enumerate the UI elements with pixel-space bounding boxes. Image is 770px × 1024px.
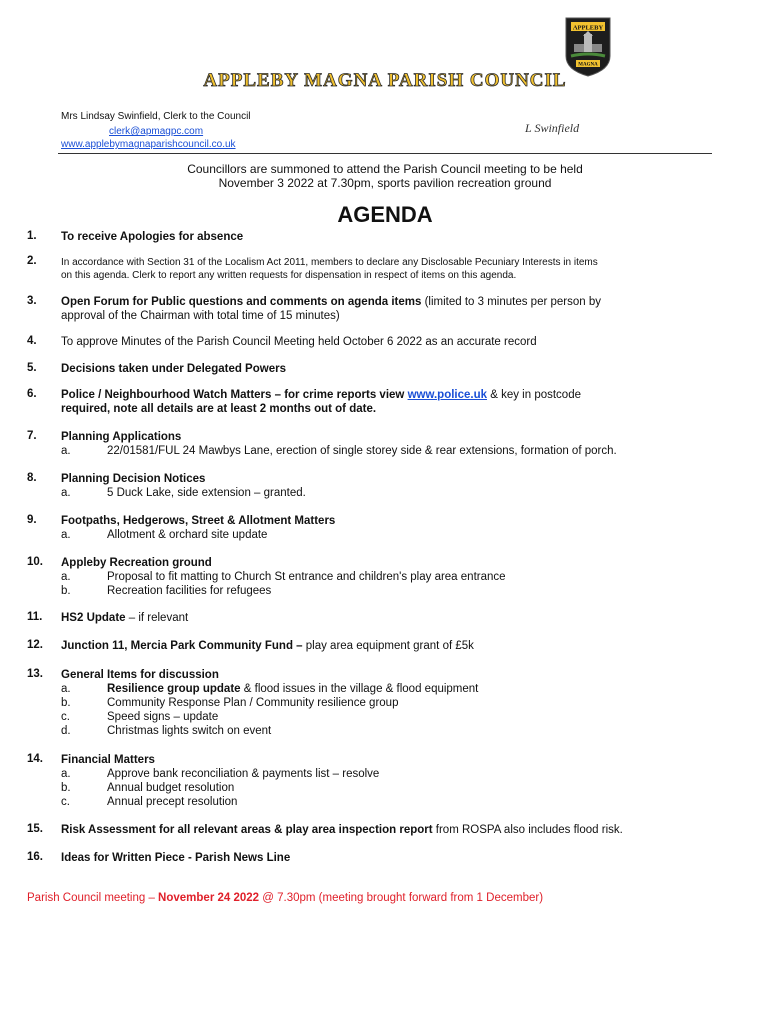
item-number: 16. [27, 851, 43, 863]
police-website-link[interactable]: www.police.uk [407, 389, 488, 401]
agenda-item-7 [61, 430, 711, 444]
sub-item-letter: a. [61, 683, 71, 695]
header-divider [58, 153, 712, 154]
agenda-item-5 [61, 362, 711, 376]
item-number: 13. [27, 668, 43, 680]
item-heading: General Items for discussion [61, 669, 219, 681]
agenda-item-2 [61, 256, 711, 282]
next-meeting-date: November 24 2022 [158, 892, 260, 904]
sub-item-text: Annual budget resolution [107, 782, 235, 794]
sub-item-text: Community Response Plan / Community resilience group [107, 697, 399, 709]
agenda-item-9 [61, 514, 711, 528]
agenda-item-6 [61, 388, 711, 416]
sub-item-text: Allotment & orchard site update [107, 529, 268, 541]
item-text: required, note all details are at least 2 months out of date. [61, 403, 377, 415]
summons-line-2: November 3 2022 at 7.30pm, sports pavilion recreation ground [218, 176, 552, 190]
crest-top-text: APPLEBY [572, 24, 604, 32]
item-number: 1. [27, 230, 37, 242]
sub-item-text [107, 682, 707, 696]
sub-item-letter: b. [61, 782, 71, 794]
agenda-heading: AGENDA [337, 202, 433, 227]
sub-item-text: 22/01581/FUL 24 Mawbys Lane, erection of single storey side & rear extensions, formation of porch. [107, 445, 617, 457]
sub-item-letter: a. [61, 529, 71, 541]
item-text: & key in postcode [487, 389, 581, 401]
item-heading: Appleby Recreation ground [61, 557, 212, 569]
clerk-name: Mrs Lindsay Swinfield, Clerk to the Council [61, 111, 251, 122]
item-number: 5. [27, 362, 37, 374]
clerk-email-link[interactable]: clerk@apmagpc.com [109, 126, 204, 137]
item-text: In accordance with Section 31 of the Localism Act 2011, members to declare any Disclosable Pecuniary Interests in items [61, 257, 598, 268]
item-number: 14. [27, 753, 43, 765]
item-number: 11. [27, 611, 43, 623]
agenda-item-13 [61, 668, 711, 682]
sub-item-text: Proposal to fit matting to Church St entrance and children's play area entrance [107, 571, 506, 583]
sub-item-heading: Resilience group update [107, 683, 241, 695]
sub-item-letter: a. [61, 571, 71, 583]
sub-item-letter: b. [61, 585, 71, 597]
item-text: approval of the Chairman with total time of 15 minutes) [61, 310, 340, 322]
item-number: 10. [27, 556, 43, 568]
item-number: 9. [27, 514, 37, 526]
item-heading: Footpaths, Hedgerows, Street & Allotment Matters [61, 515, 336, 527]
agenda-item-12 [61, 639, 711, 653]
crest-bottom-text: MAGNA [578, 62, 598, 68]
item-text: from ROSPA also includes flood risk. [432, 824, 623, 836]
agenda-item-15 [61, 823, 711, 837]
item-number: 15. [27, 823, 43, 835]
item-number: 12. [27, 639, 43, 651]
item-heading: Decisions taken under Delegated Powers [61, 363, 286, 375]
sub-item-letter: a. [61, 487, 71, 499]
item-number: 2. [27, 255, 37, 267]
item-text: play area equipment grant of £5k [302, 640, 474, 652]
next-meeting-suffix: @ 7.30pm (meeting brought forward from 1 December) [259, 892, 544, 904]
sub-item-text: 5 Duck Lake, side extension – granted. [107, 487, 306, 499]
item-number: 6. [27, 388, 37, 400]
sub-item-text: Recreation facilities for refugees [107, 585, 272, 597]
council-crest-logo [562, 12, 614, 78]
sub-item-text: Approve bank reconciliation & payments list – resolve [107, 768, 380, 780]
item-number: 4. [27, 335, 37, 347]
item-heading: To receive Apologies for absence [61, 231, 244, 243]
sub-item-text: Christmas lights switch on event [107, 725, 272, 737]
summons-line-1: Councillors are summoned to attend the Parish Council meeting to be held [187, 162, 583, 176]
item-heading: Police / Neighbourhood Watch Matters – for crime reports view [61, 389, 408, 401]
item-text: on this agenda. Clerk to report any written requests for dispensation in respect of items on this agenda. [61, 270, 517, 281]
item-number: 7. [27, 430, 37, 442]
sub-item-letter: c. [61, 711, 70, 723]
sub-item-letter: b. [61, 697, 71, 709]
item-heading: Junction 11, Mercia Park Community Fund – [61, 640, 303, 652]
agenda-item-11 [61, 611, 711, 625]
item-number: 3. [27, 295, 37, 307]
sub-item-letter: c. [61, 796, 70, 808]
agenda-item-10 [61, 556, 711, 570]
sub-item-letter: d. [61, 725, 71, 737]
next-meeting-notice [27, 892, 543, 904]
sub-item-letter: a. [61, 768, 71, 780]
next-meeting-prefix: Parish Council meeting – [27, 892, 159, 904]
agenda-item-16 [61, 851, 711, 865]
agenda-item-3 [61, 295, 711, 323]
item-heading: Planning Decision Notices [61, 473, 206, 485]
item-heading: Risk Assessment for all relevant areas & play area inspection report [61, 824, 433, 836]
clerk-signature: L Swinfield [525, 121, 580, 135]
item-heading: Planning Applications [61, 431, 182, 443]
agenda-item-1 [61, 230, 711, 244]
sub-item-letter: a. [61, 445, 71, 457]
council-title: APPLEBY MAGNA PARISH COUNCIL [203, 70, 567, 91]
sub-item-text: Speed signs – update [107, 711, 219, 723]
agenda-item-14 [61, 753, 711, 767]
sub-item-rest: & flood issues in the village & flood equipment [240, 683, 479, 695]
item-heading: Open Forum for Public questions and comments on agenda items [61, 296, 422, 308]
agenda-item-8 [61, 472, 711, 486]
website-link[interactable]: www.applebymagnaparishcouncil.co.uk [61, 139, 236, 150]
item-number: 8. [27, 472, 37, 484]
item-heading: HS2 Update [61, 612, 126, 624]
item-heading: Financial Matters [61, 754, 155, 766]
item-text: – if relevant [125, 612, 189, 624]
agenda-item-4: To approve Minutes of the Parish Council Meeting held October 6 2022 as an accurate record [61, 336, 537, 348]
item-heading: Ideas for Written Piece - Parish News Line [61, 852, 291, 864]
sub-item-text: Annual precept resolution [107, 796, 238, 808]
item-text: (limited to 3 minutes per person by [421, 296, 601, 308]
